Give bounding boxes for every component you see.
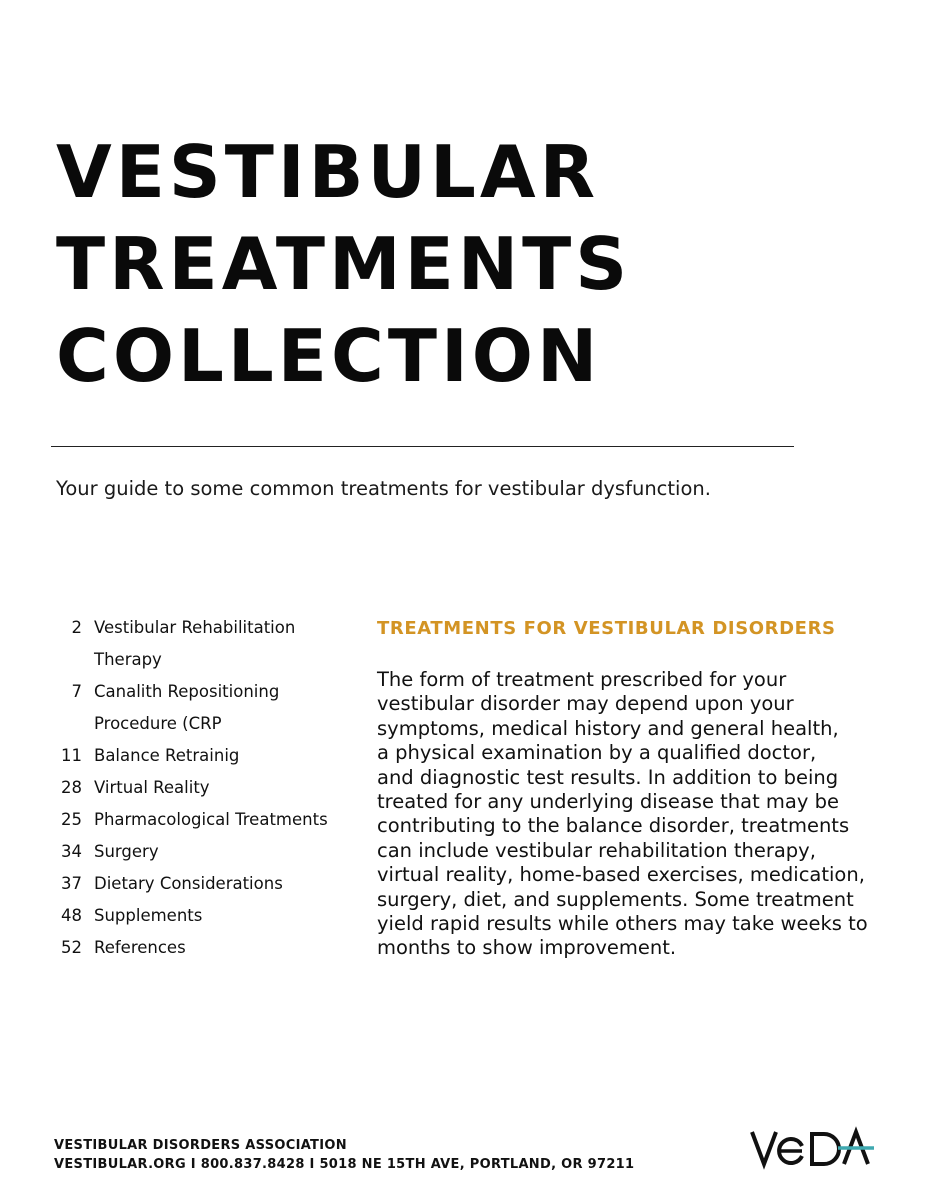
toc-entry	[52, 900, 352, 932]
toc-entry	[52, 612, 352, 676]
toc-label: Virtual Reality	[94, 778, 210, 797]
document-title	[56, 126, 631, 402]
toc-entry	[52, 676, 352, 740]
body-line: symptoms, medical history and general health,	[377, 716, 839, 740]
toc-page-number: 34	[61, 842, 82, 861]
toc-label: Balance Retrainig	[94, 746, 240, 765]
footer-org-name: VESTIBULAR DISORDERS ASSOCIATION	[54, 1138, 347, 1153]
toc-label: Pharmacological Treatments	[94, 810, 328, 829]
toc-page-number: 11	[61, 746, 82, 765]
section-body	[377, 668, 867, 961]
body-line: yield rapid results while others may take weeks to	[377, 912, 868, 936]
toc-page-number: 2	[71, 618, 82, 637]
body-line: treated for any underlying disease that may be	[377, 790, 839, 814]
toc-entry	[52, 868, 352, 900]
toc-label: References	[94, 938, 186, 957]
toc-label: Supplements	[94, 906, 203, 925]
toc-page-number: 37	[61, 874, 82, 893]
toc-label-line: Canalith Repositioning	[94, 682, 280, 701]
toc-entry	[52, 932, 352, 964]
title-line-1: VESTIBULAR	[56, 130, 600, 214]
body-line: surgery, diet, and supplements. Some treatment	[377, 887, 854, 911]
title-line-2: TREATMENTS	[56, 222, 632, 306]
toc-entry	[52, 804, 352, 836]
document-subtitle: Your guide to some common treatments for vestibular dysfunction.	[56, 477, 711, 500]
footer	[54, 1136, 634, 1174]
toc-label	[94, 612, 352, 676]
toc-page-number: 25	[61, 810, 82, 829]
toc-label: Dietary Considerations	[94, 874, 283, 893]
toc-page-number: 52	[61, 938, 82, 957]
body-line: virtual reality, home-based exercises, medication,	[377, 863, 865, 887]
toc-label-line: Therapy	[94, 650, 162, 669]
toc-entry	[52, 836, 352, 868]
body-line: and diagnostic test results. In addition to being	[377, 765, 839, 789]
veda-logo-icon	[750, 1126, 876, 1170]
body-line: a physical examination by a qualified doctor,	[377, 741, 817, 765]
title-divider	[51, 446, 794, 447]
body-line: vestibular disorder may depend upon your	[377, 692, 794, 716]
toc-page-number: 48	[61, 906, 82, 925]
footer-contact: VESTIBULAR.ORG I 800.837.8428 I 5018 NE 15TH AVE, PORTLAND, OR 97211	[54, 1157, 635, 1172]
body-line: months to show improvement.	[377, 936, 677, 960]
toc-page-number: 28	[61, 778, 82, 797]
section-heading: TREATMENTS FOR VESTIBULAR DISORDERS	[377, 618, 836, 639]
toc-label: Surgery	[94, 842, 159, 861]
table-of-contents	[52, 612, 352, 964]
toc-page-number: 7	[71, 682, 82, 701]
body-line: contributing to the balance disorder, treatments	[377, 814, 850, 838]
toc-label-line: Procedure (CRP	[94, 714, 222, 733]
toc-entry	[52, 740, 352, 772]
title-line-3: COLLECTION	[56, 314, 602, 398]
toc-label	[94, 676, 352, 740]
body-line: can include vestibular rehabilitation therapy,	[377, 838, 816, 862]
toc-label-line: Vestibular Rehabilitation	[94, 618, 296, 637]
toc-entry	[52, 772, 352, 804]
body-line: The form of treatment prescribed for your	[377, 668, 787, 691]
